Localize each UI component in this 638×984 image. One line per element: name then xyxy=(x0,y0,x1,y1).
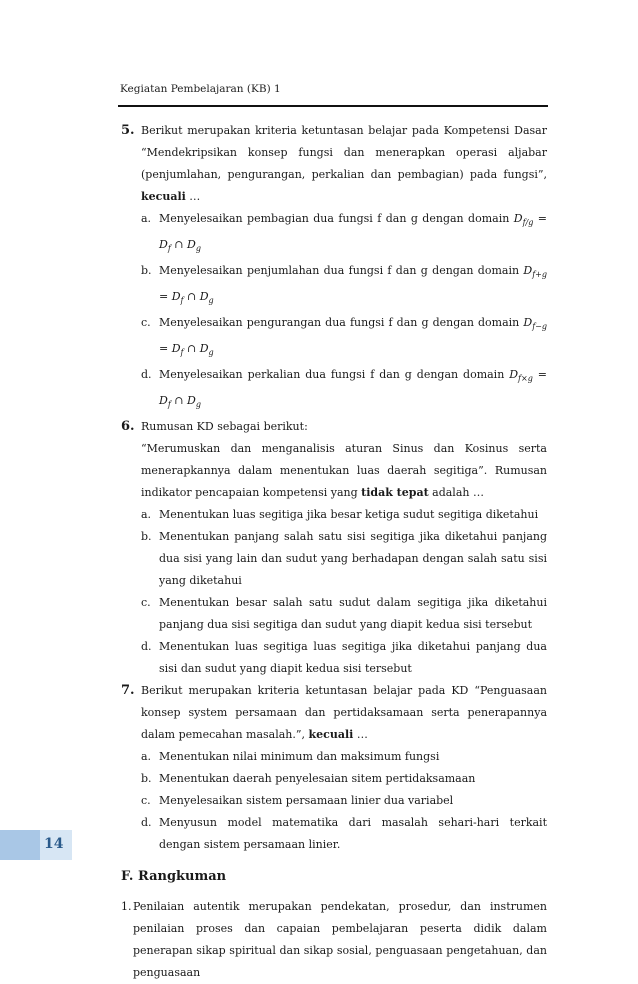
question-number: 6. xyxy=(121,419,135,434)
page-number: 14 xyxy=(44,836,64,852)
option-letter: a. xyxy=(141,750,152,763)
option-letter: d. xyxy=(141,816,152,829)
question-6 xyxy=(121,416,547,438)
section-title: F. Rangkuman xyxy=(121,869,227,884)
option-text: Menyelesaikan pengurangan dua fungsi f dan g dengan domain xyxy=(159,316,524,329)
option-letter: b. xyxy=(141,772,152,785)
option-text: Menentukan luas segitiga jika besar ketiga sudut segitiga diketahui xyxy=(159,508,539,521)
option-item xyxy=(121,364,547,416)
page-number-tab xyxy=(0,830,40,860)
math-expression: $D_{f/g} = D_f$ ∩ $D_g$ xyxy=(159,212,547,253)
option-item xyxy=(121,636,547,680)
option-text: Menentukan besar salah satu sudut dalam segitiga jika diketahui panjang dua sisi segitiga dan sudut yang diapit kedua sisi tersebut xyxy=(159,596,547,631)
option-text: Menyelesaikan perkalian dua fungsi f dan g dengan domain xyxy=(159,368,510,381)
option-letter: d. xyxy=(141,640,152,653)
option-letter: b. xyxy=(141,530,152,543)
option-text: Menentukan panjang salah satu sisi segitiga jika diketahui panjang dua sisi yang lain dan sudut yang berhadapan dengan salah satu sisi yang diketahui xyxy=(159,530,547,587)
option-item xyxy=(121,592,547,636)
question-text: “Merumuskan dan menganalisis aturan Sinus dan Kosinus serta menerapkannya dalam menentukan luas daerah segitiga”. Rumusan indikator pencapaian kompetensi yang xyxy=(141,442,547,499)
option-item xyxy=(121,746,547,768)
question-text: Berikut merupakan kriteria ketuntasan belajar pada Kompetensi Dasar “Mendekripsikan konsep fungsi dan menerapkan operasi aljabar (penjumlahan, pengurangan, perkalian dan pembagian) pada fungsi”, xyxy=(141,124,547,181)
question-number: 7. xyxy=(121,683,135,698)
option-text: Menyelesaikan penjumlahan dua fungsi f dan g dengan domain xyxy=(159,264,524,277)
option-text: Menentukan luas segitiga luas segitiga jika diketahui panjang dua sisi dan sudut yang diapit kedua sisi tersebut xyxy=(159,640,547,675)
question-5 xyxy=(121,120,547,208)
page-content xyxy=(121,120,547,984)
question-text-end: adalah … xyxy=(428,486,484,499)
summary-number: 1. xyxy=(121,900,132,913)
option-letter: c. xyxy=(141,794,151,807)
question-text: Berikut merupakan kriteria ketuntasan belajar pada KD “Penguasaan konsep system persamaan dan pertidaksamaan serta penerapannya dalam pemecahan masalah.”, xyxy=(141,684,547,741)
option-item xyxy=(121,526,547,592)
header-title: Kegiatan Pembelajaran (KB) 1 xyxy=(120,83,281,95)
question-7 xyxy=(121,680,547,746)
option-text: Menyelesaikan sistem persamaan linier dua variabel xyxy=(159,794,454,807)
question-6-body xyxy=(121,438,547,504)
option-item xyxy=(121,260,547,312)
question-emphasis: kecuali xyxy=(308,728,354,741)
question-emphasis: kecuali xyxy=(141,190,186,203)
question-emphasis: tidak tepat xyxy=(361,486,429,499)
option-item xyxy=(121,790,547,812)
option-letter: b. xyxy=(141,264,152,277)
option-item xyxy=(121,812,547,856)
question-intro: Rumusan KD sebagai berikut: xyxy=(141,420,308,433)
option-text: Menyelesaikan pembagian dua fungsi f dan g dengan domain xyxy=(159,212,514,225)
math-expression: $D_{f+g} = D_f$ ∩ $D_g$ xyxy=(159,264,547,305)
option-text: Menentukan daerah penyelesaian sitem pertidaksamaan xyxy=(159,772,476,785)
option-letter: a. xyxy=(141,508,152,521)
option-letter: c. xyxy=(141,596,151,609)
summary-text: Penilaian autentik merupakan pendekatan, prosedur, dan instrumen penilaian proses dan capaian pembelajaran peserta didik dalam penerapan sikap spiritual dan sikap sosial, penguasaan pengetahuan, dan penguasaan xyxy=(133,900,547,979)
option-letter: c. xyxy=(141,316,151,329)
option-letter: d. xyxy=(141,368,152,381)
summary-item xyxy=(121,896,547,984)
option-item xyxy=(121,768,547,790)
option-item xyxy=(121,504,547,526)
option-text: Menentukan nilai minimum dan maksimum fungsi xyxy=(159,750,440,763)
option-text: Menyusun model matematika dari masalah sehari-hari terkait dengan sistem persamaan linier. xyxy=(159,816,547,851)
question-text-end: … xyxy=(353,728,368,741)
option-item xyxy=(121,208,547,260)
math-expression: $D_{f-g} = D_f$ ∩ $D_g$ xyxy=(159,316,547,357)
question-text-end: … xyxy=(185,190,201,203)
question-number: 5. xyxy=(121,123,135,138)
option-item xyxy=(121,312,547,364)
option-letter: a. xyxy=(141,212,152,225)
math-expression: $D_{f\times g} = D_f$ ∩ $D_g$ xyxy=(159,368,547,409)
header-rule xyxy=(118,105,548,107)
